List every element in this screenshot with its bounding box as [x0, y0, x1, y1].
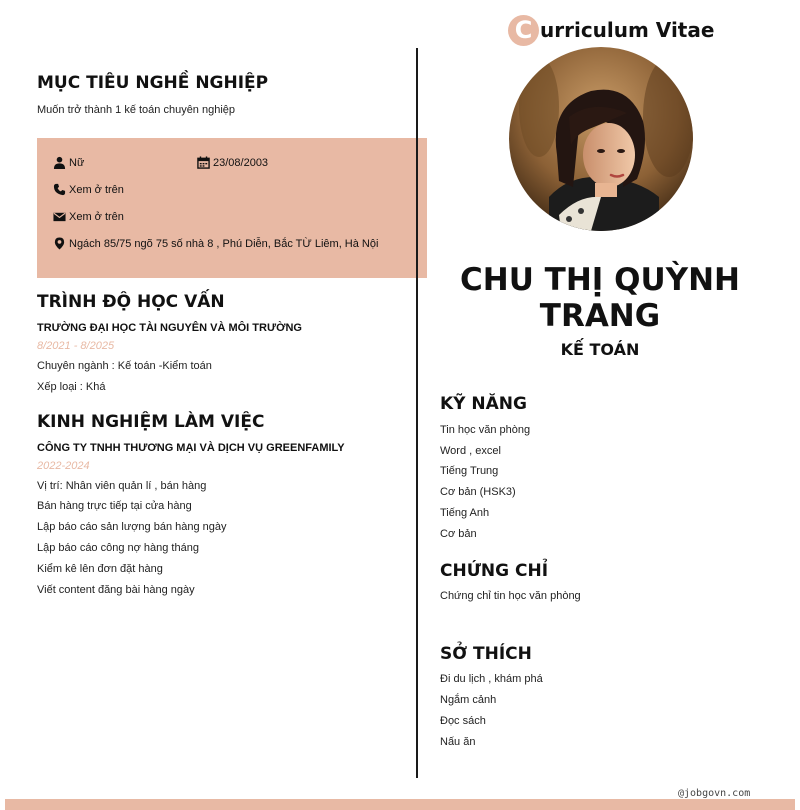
contact-box [37, 138, 427, 278]
mail-icon [53, 210, 66, 223]
phone-value: Xem ở trên [69, 183, 124, 196]
phone-icon [53, 183, 66, 196]
contact-address [53, 237, 378, 250]
list-item: Chứng chỉ tin học văn phòng [440, 590, 581, 602]
objective-text: Muốn trở thành 1 kế toán chuyên nghiệp [37, 104, 236, 116]
list-item: Word , excel [440, 445, 501, 457]
email-value: Xem ở trên [69, 210, 124, 223]
calendar-icon [197, 156, 210, 169]
cv-logo [508, 14, 714, 46]
skills-heading: KỸ NĂNG [440, 394, 527, 414]
hobbies-heading: SỞ THÍCH [440, 644, 532, 664]
list-item: Tiếng Trung [440, 465, 499, 477]
avatar [509, 47, 693, 231]
certificates-heading: CHỨNG CHỈ [440, 561, 549, 581]
list-item: Cơ bản [440, 528, 477, 540]
contact-birthdate [197, 156, 268, 169]
gender-value: Nữ [69, 156, 85, 169]
logo-text: urriculum Vitae [540, 18, 715, 42]
education-school: TRƯỜNG ĐẠI HỌC TÀI NGUYÊN VÀ MÔI TRƯỜNG [37, 322, 302, 334]
education-major: Chuyên ngành : Kế toán -Kiểm toán [37, 360, 212, 372]
contact-gender [53, 156, 84, 169]
list-item: Ngắm cảnh [440, 694, 497, 706]
logo-badge: C [508, 15, 539, 46]
list-item: Tin học văn phòng [440, 424, 531, 436]
list-item: Vị trí: Nhân viên quản lí , bán hàng [37, 480, 207, 492]
name-line-2: TRANG [539, 298, 661, 334]
location-icon [53, 237, 66, 250]
list-item: Tiếng Anh [440, 507, 490, 519]
experience-heading: KINH NGHIỆM LÀM VIỆC [37, 412, 265, 432]
list-item: Nấu ăn [440, 736, 476, 748]
list-item: Đi du lịch , khám phá [440, 673, 543, 685]
list-item: Đọc sách [440, 715, 486, 727]
birthdate-value: 23/08/2003 [213, 156, 269, 169]
job-title: KẾ TOÁN [560, 340, 640, 359]
experience-company: CÔNG TY TNHH THƯƠNG MẠI VÀ DỊCH VỤ GREENFAMILY [37, 442, 345, 454]
list-item: Lập báo cáo công nợ hàng tháng [37, 542, 199, 554]
list-item: Bán hàng trực tiếp tại cửa hàng [37, 500, 192, 512]
profile-name [440, 262, 760, 334]
list-item: Lập báo cáo sản lượng bán hàng ngày [37, 521, 227, 533]
watermark: @jobgovn.com [678, 788, 751, 799]
contact-email [53, 210, 124, 223]
objective-heading: MỤC TIÊU NGHỀ NGHIỆP [37, 73, 269, 93]
column-divider [416, 48, 418, 778]
education-rank: Xếp loại : Khá [37, 381, 106, 393]
list-item: Cơ bản (HSK3) [440, 486, 516, 498]
list-item: Kiểm kê lên đơn đặt hàng [37, 563, 163, 575]
person-icon [53, 156, 66, 169]
name-line-1: CHU THỊ QUỲNH [460, 262, 740, 298]
bottom-bar [5, 799, 795, 810]
education-period: 8/2021 - 8/2025 [37, 340, 115, 352]
experience-period: 2022-2024 [37, 460, 90, 472]
education-heading: TRÌNH ĐỘ HỌC VẤN [37, 292, 225, 312]
list-item: Viết content đăng bài hàng ngày [37, 584, 195, 596]
address-value: Ngách 85/75 ngõ 75 số nhà 8 , Phú Diễn, Bắc TỪ Liêm, Hà Nội [69, 237, 379, 250]
contact-phone [53, 183, 124, 196]
